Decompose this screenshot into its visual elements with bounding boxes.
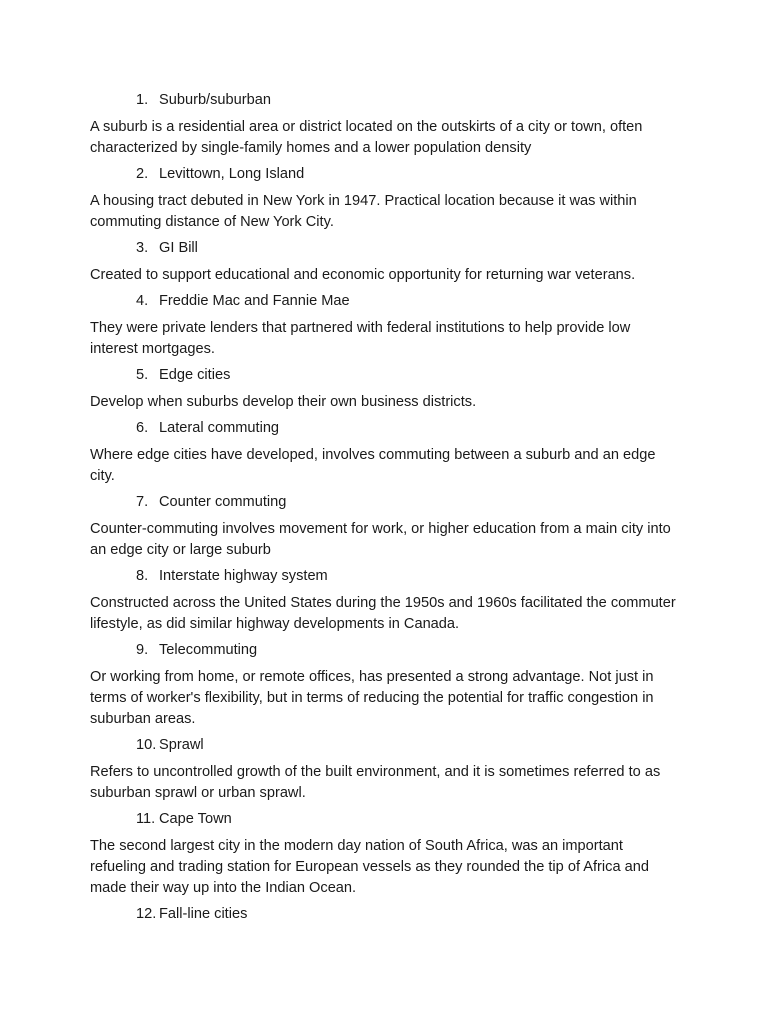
term-label: Levittown, Long Island <box>159 166 305 182</box>
term-label: Telecommuting <box>159 642 258 658</box>
term-label: Suburb/suburban <box>159 92 271 108</box>
term-definition: The second largest city in the modern day nation of South Africa, was an important refueling and trading station for European vessels as they rounded the tip of Africa and made their way up into the Indian Ocean. <box>90 838 649 896</box>
term-item <box>90 809 682 831</box>
term-item <box>90 291 682 313</box>
term-label: GI Bill <box>159 240 198 256</box>
term-number: 11. <box>136 811 156 827</box>
term-item <box>90 735 682 757</box>
term-item <box>90 904 682 926</box>
term-item <box>90 418 682 440</box>
term-number: 8. <box>136 568 149 584</box>
term-number: 5. <box>136 367 149 383</box>
term-definition: Refers to uncontrolled growth of the built environment, and it is sometimes referred to as suburban sprawl or urban sprawl. <box>90 764 661 801</box>
term-number: 3. <box>136 240 149 256</box>
term-label: Interstate highway system <box>159 568 328 584</box>
term-label: Freddie Mac and Fannie Mae <box>159 293 350 309</box>
term-definition: They were private lenders that partnered with federal institutions to help provide low interest mortgages. <box>90 320 631 357</box>
glossary-list <box>90 90 682 931</box>
term-item <box>90 238 682 260</box>
term-number: 1. <box>136 92 149 108</box>
term-label: Counter commuting <box>159 494 287 510</box>
term-number: 6. <box>136 420 149 436</box>
term-item <box>90 365 682 387</box>
term-number: 2. <box>136 166 149 182</box>
term-label: Lateral commuting <box>159 420 280 436</box>
term-definition: Or working from home, or remote offices, has presented a strong advantage. Not just in terms of worker's flexibility, but in terms of reducing the potential for traffic congestion in suburban areas. <box>90 669 654 727</box>
term-definition: Counter-commuting involves movement for work, or higher education from a main city into an edge city or large suburb <box>90 521 671 558</box>
term-label: Fall-line cities <box>159 906 248 922</box>
term-item <box>90 90 682 112</box>
term-label: Edge cities <box>159 367 231 383</box>
term-number: 7. <box>136 494 149 510</box>
term-number: 4. <box>136 293 149 309</box>
term-item <box>90 492 682 514</box>
term-definition: A housing tract debuted in New York in 1947. Practical location because it was within commuting distance of New York City. <box>90 193 637 230</box>
term-label: Cape Town <box>159 811 232 827</box>
term-item <box>90 164 682 186</box>
term-item <box>90 566 682 588</box>
term-definition: A suburb is a residential area or district located on the outskirts of a city or town, often characterized by single-family homes and a lower population density <box>90 119 643 156</box>
term-definition: Created to support educational and economic opportunity for returning war veterans. <box>90 267 636 283</box>
term-item <box>90 640 682 662</box>
term-number: 12. <box>136 906 157 922</box>
term-number: 10. <box>136 737 157 753</box>
term-definition: Develop when suburbs develop their own business districts. <box>90 394 477 410</box>
term-definition: Where edge cities have developed, involves commuting between a suburb and an edge city. <box>90 447 656 484</box>
term-definition: Constructed across the United States during the 1950s and 1960s facilitated the commuter lifestyle, as did similar highway developments in Canada. <box>90 595 676 632</box>
term-number: 9. <box>136 642 149 658</box>
term-label: Sprawl <box>159 737 204 753</box>
